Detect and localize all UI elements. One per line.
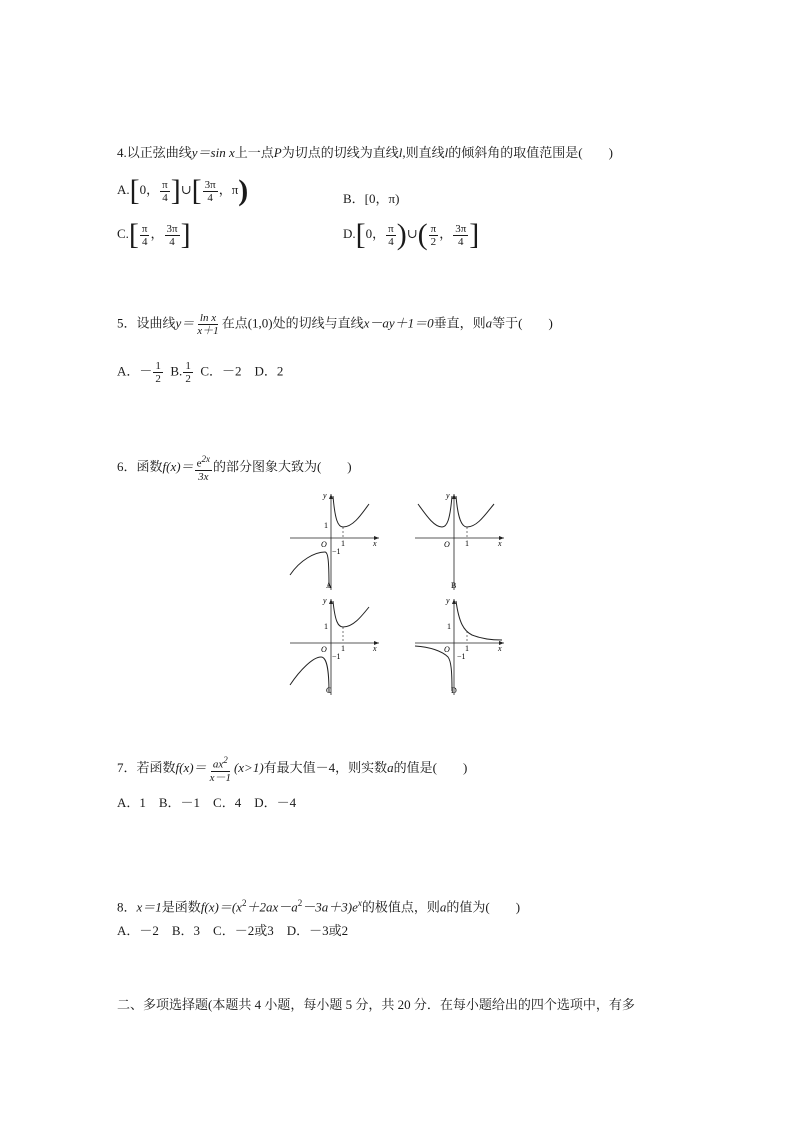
q4-bracket: [ [128, 218, 139, 251]
q5-text-d: 等于( ) [492, 315, 553, 331]
q7-options [117, 793, 296, 813]
q5-opt-a: A．－ [117, 363, 153, 379]
q4-stem [117, 143, 613, 163]
q6-frac: $\frac{e^{2x}}{3x}$ [196, 454, 210, 483]
svg-text:C: C [326, 686, 332, 695]
q4-option-d [343, 220, 479, 250]
q8-mid: ＋2ax－a [246, 899, 298, 915]
q4-frac-pi4: $\frac{\pi}{4}$ [141, 222, 148, 248]
svg-text:−1: −1 [332, 547, 341, 556]
q6-graph-c [285, 595, 385, 701]
svg-text:x: x [373, 539, 377, 548]
svg-text:1: 1 [341, 539, 345, 548]
q6-fx: f(x)＝ [162, 458, 194, 474]
q4-zero: 0， [139, 181, 160, 197]
q5-frac-half-b: $\frac{1}{2}$ [185, 360, 191, 385]
q4-bracket: [ [191, 174, 202, 207]
q4-text-b: 上一点 [234, 145, 274, 160]
svg-text:y: y [323, 491, 327, 500]
q4-frac-3pi4: $\frac{3\pi}{4}$ [204, 178, 216, 204]
q7-frac: $\frac{ax^2}{x-1}$ [209, 755, 231, 784]
svg-text:y: y [446, 491, 450, 500]
q8-sup-x: x [357, 898, 362, 908]
svg-text:y: y [323, 596, 327, 605]
q4-bracket: ( [417, 218, 428, 251]
q4-frac-3pi4: $\frac{3\pi}{4}$ [166, 222, 178, 248]
q5-y: y＝ [175, 315, 195, 331]
q6-text-b: 的部分图象大致为( ) [212, 458, 352, 474]
q4-option-a [117, 176, 248, 206]
q4-bracket: [ [129, 174, 140, 207]
q4-pi-end: ，π [218, 181, 239, 197]
q4-text-a: 4.以正弦曲线 [117, 145, 192, 160]
q4-bracket: ] [170, 174, 181, 207]
q8-text-a: 是函数 [161, 899, 201, 915]
q5-options [117, 360, 283, 385]
q8-fx: f(x)＝(x [200, 899, 242, 915]
q7-text-a: 7．若函数 [117, 759, 176, 775]
q6-stem [117, 453, 352, 483]
q8-text-b: 的极值点，则 [361, 899, 440, 915]
q7-cond: (x>1) [233, 759, 264, 775]
svg-text:1: 1 [341, 644, 345, 653]
q4-opt-d-label: D. [343, 225, 356, 241]
q8-options [117, 921, 348, 941]
svg-text:x: x [498, 644, 502, 653]
q4-option-c [117, 220, 191, 250]
svg-text:1: 1 [324, 622, 328, 631]
q8-num: 8． [117, 899, 137, 915]
q4-comma: ， [150, 225, 164, 241]
q8-x1: x＝1 [136, 899, 162, 915]
q4-text-c: 为切点的切线为直线 [281, 145, 399, 160]
q4-frac-pi4: $\frac{\pi}{4}$ [388, 222, 394, 248]
q5-a: a [485, 315, 493, 331]
q4-bracket: ] [469, 218, 480, 251]
q6-graph-b [410, 490, 510, 596]
q8-options-text: A．－2 B．3 C．－2或3 D．－3或2 [117, 923, 349, 938]
q7-text-c: 的值是( ) [393, 759, 468, 775]
svg-text:A: A [326, 581, 332, 590]
q4-bracket: ) [396, 218, 407, 251]
q5-text-a: 5．设曲线 [117, 315, 176, 331]
svg-text:−1: −1 [457, 652, 466, 661]
q4-cup: ∪ [406, 225, 418, 241]
q5-opt-cd: C．－2 D．2 [200, 363, 284, 379]
q6-graph-d [410, 595, 510, 701]
q5-line-eq: x－ay＋1＝0 [363, 315, 434, 331]
q5-frac: $\frac{\text{ln x}}{x+1}$ [197, 312, 219, 337]
q4-comma: ， [439, 225, 453, 241]
svg-text:B: B [451, 581, 457, 590]
q7-text-b: 有最大值－4，则实数 [263, 759, 388, 775]
q8-text-c: 的值为( ) [446, 899, 521, 915]
q5-frac-half: $\frac{1}{2}$ [155, 360, 161, 385]
q4-bracket: [ [355, 218, 366, 251]
q4-func: y＝sin x [191, 145, 235, 160]
q4-frac-pi4: $\frac{\pi}{4}$ [162, 178, 168, 204]
q5-stem [117, 312, 553, 337]
svg-text:y: y [446, 596, 450, 605]
section2-heading [117, 995, 635, 1015]
q7-stem [117, 754, 467, 784]
q7-a: a [387, 759, 394, 775]
q8-stem [117, 893, 520, 917]
q6-text-a: 6．函数 [117, 458, 163, 474]
q8-tail: －3a＋3)e [302, 899, 358, 915]
q4-cup: ∪ [180, 181, 192, 197]
svg-text:1: 1 [465, 644, 469, 653]
q5-opt-b: B. [170, 363, 183, 379]
svg-text:1: 1 [447, 622, 451, 631]
q4-text-e: 的倾斜角的取值范围是( ) [448, 145, 613, 160]
q4-line-l: l [398, 145, 403, 160]
q4-opt-c-label: C. [117, 225, 129, 241]
svg-text:−1: −1 [332, 652, 341, 661]
svg-text:x: x [373, 644, 377, 653]
svg-text:1: 1 [465, 539, 469, 548]
q8-sup: 2 [241, 898, 247, 908]
q5-text-c: 垂直，则 [433, 315, 486, 331]
svg-text:D: D [451, 686, 457, 695]
q4-opt-b-text: B．[0，π) [343, 191, 400, 206]
q8-a: a [439, 899, 447, 915]
svg-text:1: 1 [324, 521, 328, 530]
svg-text:O: O [321, 540, 327, 549]
q4-line-l2: l [444, 145, 449, 160]
svg-text:O: O [321, 645, 327, 654]
q4-zero: 0， [365, 225, 386, 241]
q4-frac-pi2: $\frac{\pi}{2}$ [430, 222, 437, 248]
q7-fx: f(x)＝ [175, 759, 207, 775]
q4-frac-3pi4: $\frac{3\pi}{4}$ [455, 222, 467, 248]
q8-sup-b: 2 [297, 898, 303, 908]
svg-text:O: O [444, 645, 450, 654]
q4-option-b [343, 188, 399, 210]
q4-paren: ) [238, 174, 249, 207]
q4-opt-a-label: A. [117, 181, 130, 197]
svg-text:x: x [498, 539, 502, 548]
q4-bracket: ] [180, 218, 191, 251]
svg-text:O: O [444, 540, 450, 549]
q4-text-d: ,则直线 [402, 145, 445, 160]
q4-point: P [273, 145, 282, 160]
q6-graph-a [285, 490, 385, 596]
q5-text-b: 在点(1,0)处的切线与直线 [221, 315, 364, 331]
q7-options-text: A．1 B．－1 C．4 D．－4 [117, 795, 297, 810]
section2-text: 二、多项选择题(本题共 4 小题，每小题 5 分，共 20 分．在每小题给出的四个选项中，有多 [117, 997, 635, 1012]
